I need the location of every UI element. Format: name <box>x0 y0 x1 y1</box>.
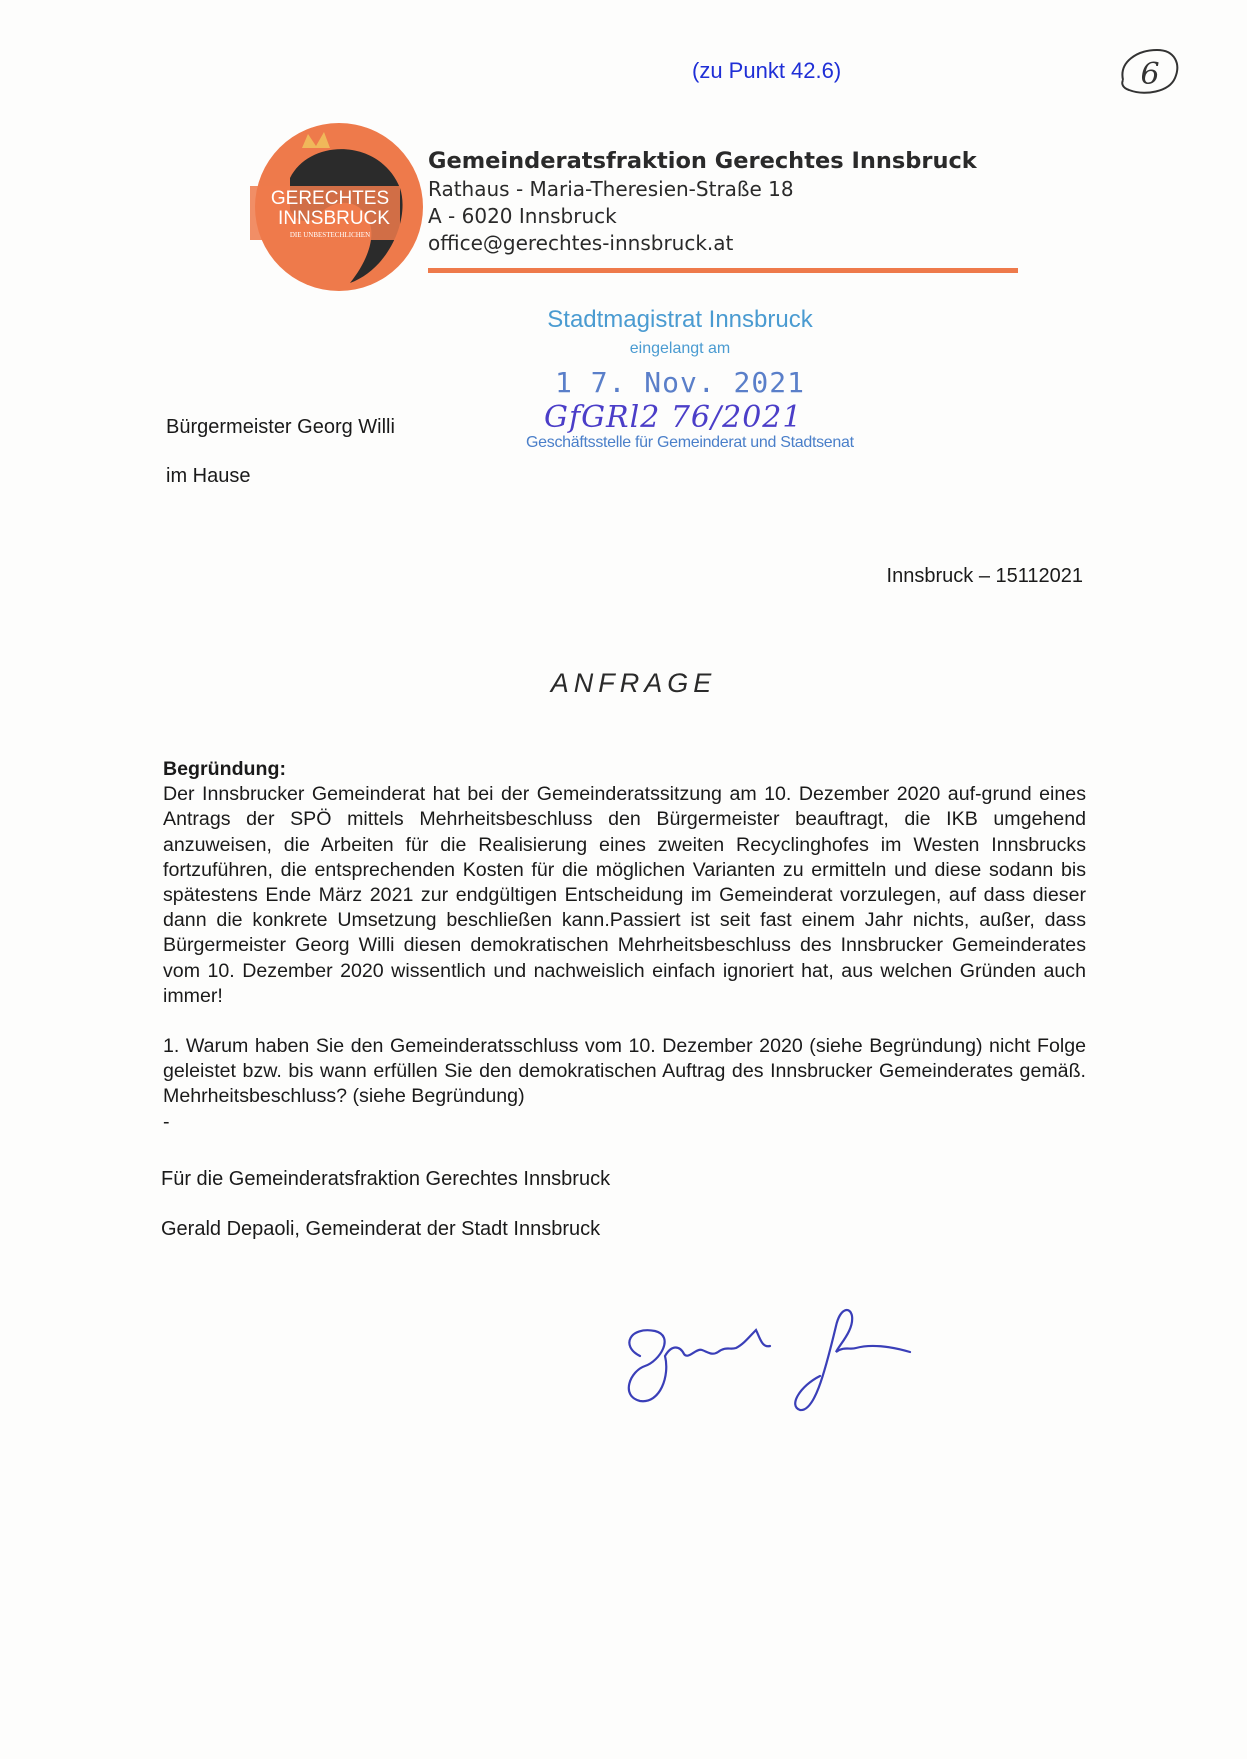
handwritten-signature <box>600 1286 980 1416</box>
letterhead <box>428 146 977 257</box>
date-line: Innsbruck – 15112021 <box>886 565 1083 587</box>
stamp-handwritten-ref: GfGRl2 76/2021 <box>544 400 803 435</box>
recipient-name: Bürgermeister Georg Willi <box>166 416 395 438</box>
stamp-title: Stadtmagistrat Innsbruck <box>547 306 813 333</box>
org-email: office@gerechtes-innsbruck.at <box>428 231 734 255</box>
document-title: ANFRAGE <box>550 668 717 698</box>
handwritten-page-number <box>1115 44 1185 100</box>
stamp-office: Geschäftsstelle für Gemeinderat und Stadtsenat <box>526 434 854 451</box>
circled-number-icon <box>1115 44 1185 100</box>
recipient-address: im Hause <box>166 465 251 487</box>
document-body <box>163 757 1086 1135</box>
question-1: 1. Warum haben Sie den Gemeinderatsschluss vom 10. Dezember 2020 (siehe Begründung) nicht Folge geleistet bzw. bis wann erfüllen Sie den demokratischen Auftrag des Innsbrucker Gemeinderates gemäß. Mehrheitsbeschluss? (siehe Begründung) <box>163 1035 1086 1108</box>
org-street: Rathaus - Maria-Theresien-Straße 18 <box>428 177 794 201</box>
closing-line: Für die Gemeinderatsfraktion Gerechtes Innsbruck <box>161 1168 611 1190</box>
party-logo <box>250 118 428 296</box>
stamp-subtitle: eingelangt am <box>629 340 731 357</box>
logo-line2: INNSBRUCK <box>278 208 390 229</box>
page-number-text: 6 <box>1140 57 1160 92</box>
reason-heading: Begründung: <box>163 758 286 780</box>
org-city: A - 6020 Innsbruck <box>428 204 617 228</box>
reference-note: (zu Punkt 42.6) <box>692 58 842 83</box>
received-stamp <box>520 306 854 456</box>
stamp-date: 1 7. Nov. 2021 <box>554 366 805 399</box>
logo-tagline: DIE UNBESTECHLICHEN <box>289 231 371 239</box>
list-dash: - <box>163 1110 170 1133</box>
letterhead-divider <box>428 268 1018 273</box>
reason-text: Der Innsbrucker Gemeinderat hat bei der Gemeinderatssitzung am 10. Dezember 2020 auf-grund eines Antrags der SPÖ mittels Mehrheitsbeschluss den Bürgermeister beauftragt, die IKB umgehend anzuweisen, die Arbeiten für die Realisierung eines zweiten Recyclinghofes im Westen Innsbrucks fortzuführen, die entsprechenden Kosten für die möglichen Varianten zu ermitteln und diese sodann bis spätestens Ende März 2021 zur endgültigen Entscheidung im Gemeinderat vorzulegen, auf dass dieser dann die konkrete Umsetzung beschließen kann.Passiert ist seit fast einem Jahr nichts, außer, dass Bürgermeister Georg Willi diesen demokratischen Mehrheitsbeschluss des Innsbrucker Gemeinderates vom 10. Dezember 2020 wissentlich und nachweislich einfach ignoriert hat, aus welchen Gründen auch immer! <box>163 783 1086 1007</box>
signer-line: Gerald Depaoli, Gemeinderat der Stadt Innsbruck <box>161 1218 601 1240</box>
org-name: Gemeinderatsfraktion Gerechtes Innsbruck <box>428 148 977 174</box>
logo-line1: GERECHTES <box>270 188 390 209</box>
